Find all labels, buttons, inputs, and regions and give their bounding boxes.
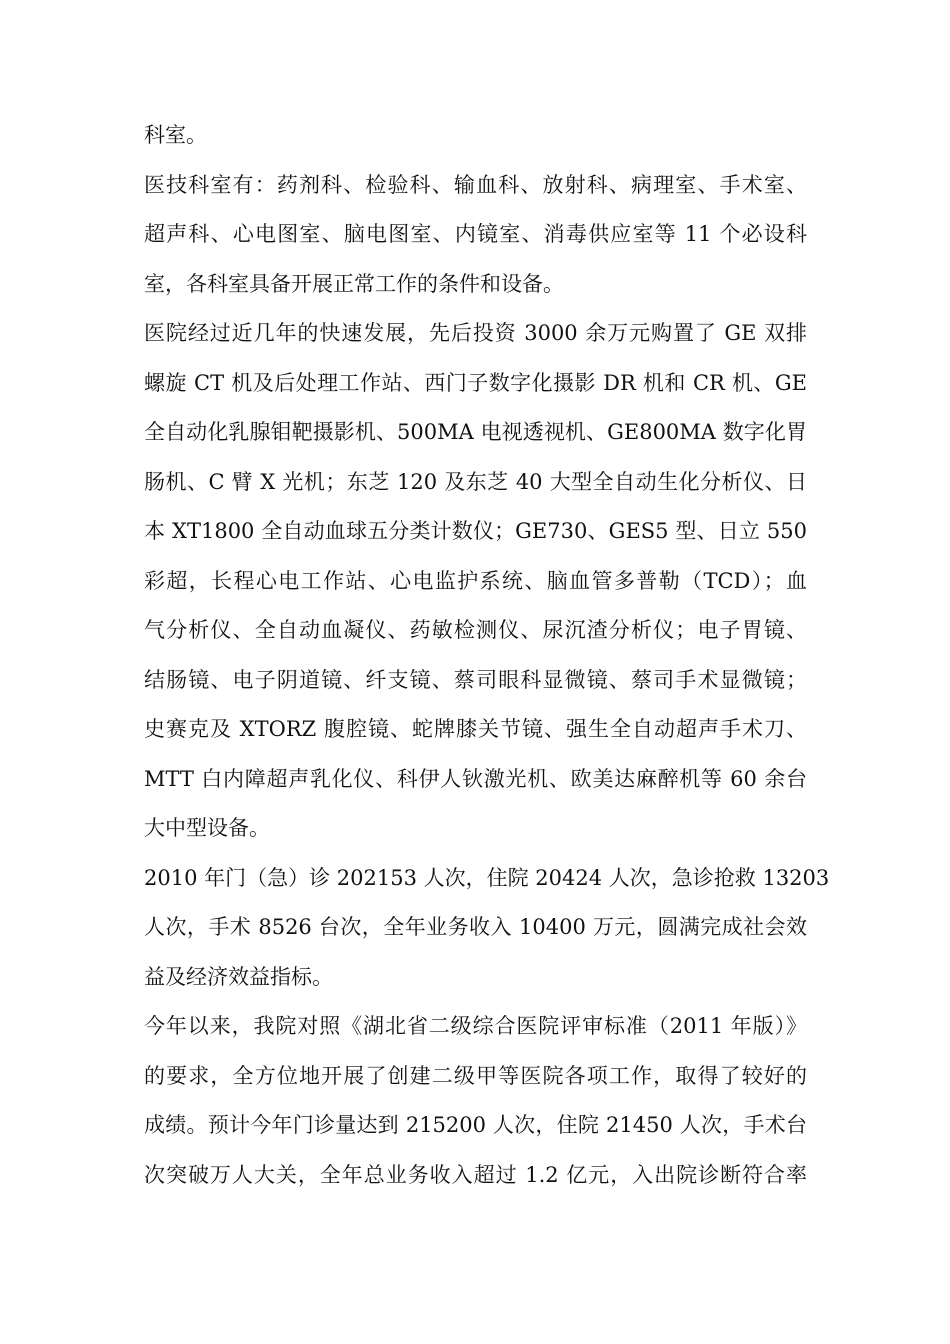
text-line: 益及经济效益指标。 bbox=[144, 965, 333, 989]
text-line: 科室。 bbox=[144, 123, 207, 147]
text-line: 成绩。预计今年门诊量达到 215200 人次，住院 21450 人次，手术台 bbox=[144, 1113, 807, 1137]
text-line: 全自动化乳腺钼靶摄影机、500MA 电视透视机、GE800MA 数字化胃 bbox=[144, 420, 807, 444]
text-line: 医院经过近几年的快速发展，先后投资 3000 余万元购置了 GE 双排 bbox=[144, 321, 807, 345]
text-line: 医技科室有：药剂科、检验科、输血科、放射科、病理室、手术室、 bbox=[144, 173, 807, 197]
text-line: 结肠镜、电子阴道镜、纤支镜、蔡司眼科显微镜、蔡司手术显微镜； bbox=[144, 668, 807, 692]
text-line: 彩超，长程心电工作站、心电监护系统、脑血管多普勒（TCD）；血 bbox=[144, 569, 807, 593]
text-line: 的要求，全方位地开展了创建二级甲等医院各项工作，取得了较好的 bbox=[144, 1064, 807, 1088]
text-line: 2010 年门（急）诊 202153 人次，住院 20424 人次，急诊抢救 13203 bbox=[144, 866, 830, 890]
text-line: 次突破万人大关，全年总业务收入超过 1.2 亿元，入出院诊断符合率 bbox=[144, 1163, 807, 1187]
text-line: 本 XT1800 全自动血球五分类计数仪；GE730、GES5 型、日立 550 bbox=[144, 519, 807, 543]
text-line: 室，各科室具备开展正常工作的条件和设备。 bbox=[144, 272, 564, 296]
text-line: 史赛克及 XTORZ 腹腔镜、蛇牌膝关节镜、强生全自动超声手术刀、 bbox=[144, 717, 807, 741]
text-line: 气分析仪、全自动血凝仪、药敏检测仪、尿沉渣分析仪；电子胃镜、 bbox=[144, 618, 807, 642]
text-line: 螺旋 CT 机及后处理工作站、西门子数字化摄影 DR 机和 CR 机、GE bbox=[144, 371, 807, 395]
text-line: 超声科、心电图室、脑电图室、内镜室、消毒供应室等 11 个必设科 bbox=[144, 222, 807, 246]
text-line: 肠机、C 臂 X 光机；东芝 120 及东芝 40 大型全自动生化分析仪、日 bbox=[144, 470, 807, 494]
text-line: 今年以来，我院对照《湖北省二级综合医院评审标准（2011 年版）》 bbox=[144, 1014, 807, 1038]
text-line: 大中型设备。 bbox=[144, 816, 270, 840]
text-line: 人次，手术 8526 台次，全年业务收入 10400 万元，圆满完成社会效 bbox=[144, 915, 807, 939]
text-line: MTT 白内障超声乳化仪、科伊人钬激光机、欧美达麻醉机等 60 余台 bbox=[144, 767, 807, 791]
